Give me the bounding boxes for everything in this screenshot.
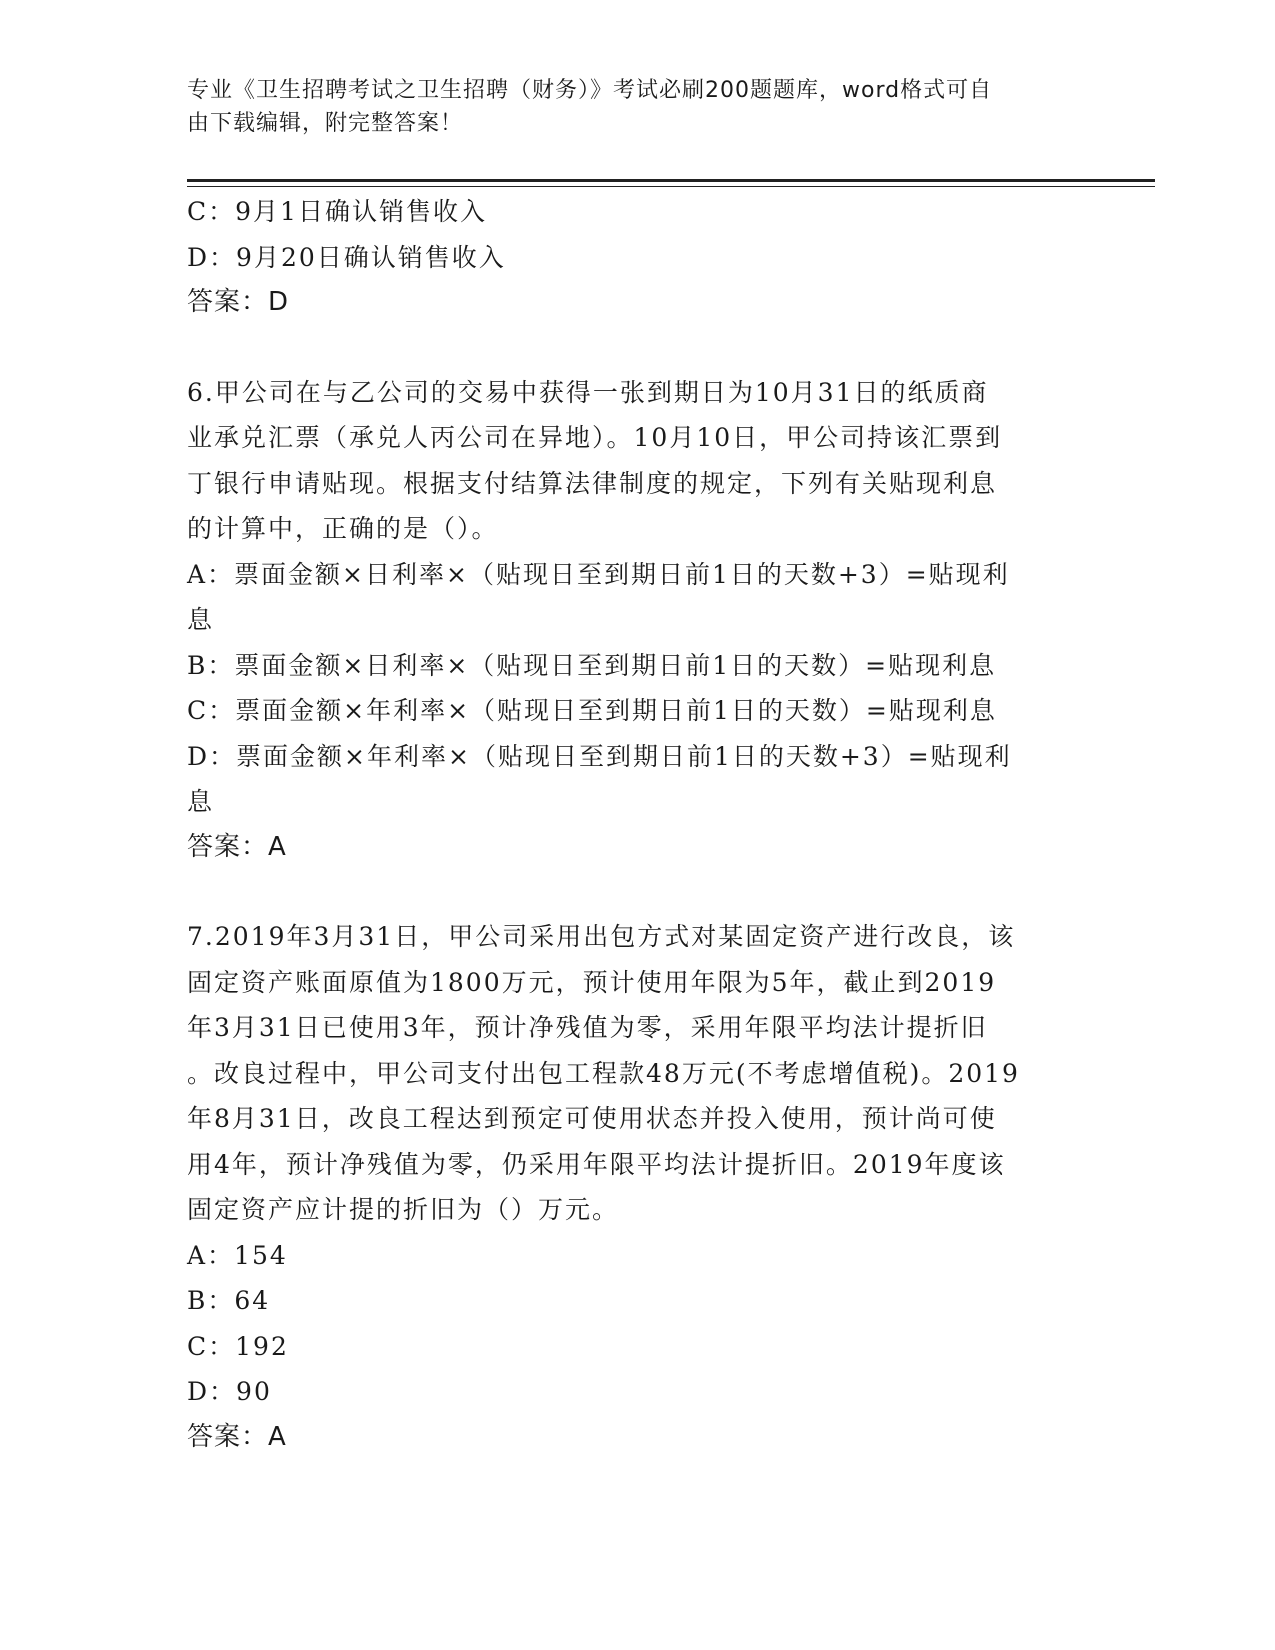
q7-option-c: C：192 [187,1331,289,1361]
q6-option-d-wrap: 息 [187,787,215,816]
spacer [187,326,1087,370]
q5-answer: 答案：D [187,287,290,317]
q7-option-d: D：90 [187,1377,272,1406]
header-divider-thin [187,186,1155,187]
q6-option-a: A：票面金额×日利率×（贴现日至到期日前1日的天数+3）=贴现利 [187,559,1010,589]
q5-option-c: C：9月1日确认销售收入 [187,197,487,226]
spacer [187,870,1087,914]
q7-answer: 答案：A [187,1421,287,1452]
document-header [187,74,1067,140]
q6-stem-line: 的计算中，正确的是（）。 [187,514,499,543]
q7-stem-line: 年3月31日已使用3年，预计净残值为零，采用年限平均法计提折旧 [187,1013,988,1042]
question-5-fragment [187,189,1087,326]
q6-stem-line: 业承兑汇票（承兑人丙公司在异地）。10月10日，甲公司持该汇票到 [187,423,1003,452]
q7-option-b: B：64 [187,1286,271,1315]
header-line-1: 专业《卫生招聘考试之卫生招聘（财务）》考试必刷200题题库，word格式可自 [187,78,993,103]
q7-stem-line: 固定资产应计提的折旧为（）万元。 [187,1195,620,1224]
q6-option-b: B：票面金额×日利率×（贴现日至到期日前1日的天数）=贴现利息 [187,650,997,680]
q6-answer: 答案：A [187,831,287,862]
q7-option-a: A：154 [187,1240,288,1270]
header-line-2: 由下载编辑，附完整答案！ [187,111,464,136]
q6-option-d: D：票面金额×年利率×（贴现日至到期日前1日的天数+3）=贴现利 [187,741,1012,771]
q6-stem-line: 丁银行申请贴现。根据支付结算法律制度的规定，下列有关贴现利息 [187,468,998,498]
q6-option-c: C：票面金额×年利率×（贴现日至到期日前1日的天数）=贴现利息 [187,696,997,725]
q7-stem-line: 用4年，预计净残值为零，仍采用年限平均法计提折旧。2019年度该 [187,1149,1006,1179]
q6-stem-line: 6.甲公司在与乙公司的交易中获得一张到期日为10月31日的纸质商 [187,377,989,407]
q7-stem-line: 年8月31日，改良工程达到预定可使用状态并投入使用，预计尚可使 [187,1104,997,1133]
q7-stem-line: 。改良过程中，甲公司支付出包工程款48万元(不考虑增值税)。2019 [187,1058,1020,1088]
header-divider-thick [187,179,1155,182]
q6-option-a-wrap: 息 [187,605,215,634]
document-body [187,189,1087,1460]
question-7 [187,914,1087,1460]
question-6 [187,370,1087,871]
q5-option-d: D：9月20日确认销售收入 [187,242,506,272]
q7-stem-line: 7.2019年3月31日，甲公司采用出包方式对某固定资产进行改良，该 [187,922,1016,951]
q7-stem-line: 固定资产账面原值为1800万元，预计使用年限为5年，截止到2019 [187,967,997,997]
